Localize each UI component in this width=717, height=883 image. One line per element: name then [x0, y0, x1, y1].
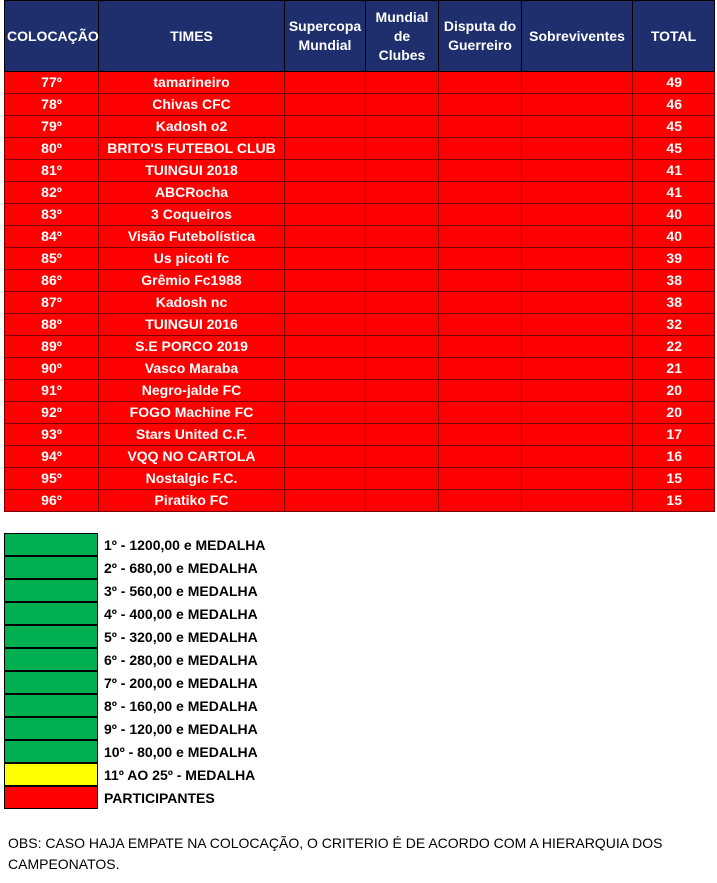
- total-cell: 17: [633, 424, 715, 446]
- header-supercopa-mundial: Supercopa Mundial: [285, 1, 366, 72]
- supercopa-mundial-cell: [285, 182, 366, 204]
- table-row: [5, 270, 715, 292]
- legend-swatch-green: [4, 625, 98, 648]
- table-row: [5, 94, 715, 116]
- supercopa-mundial-cell: [285, 490, 366, 512]
- legend-item: [4, 602, 424, 625]
- legend-label: 7º - 200,00 e MEDALHA: [104, 674, 258, 691]
- position-cell: 83º: [5, 204, 99, 226]
- legend-item: [4, 717, 424, 740]
- table-body: [5, 72, 715, 512]
- position-cell: 94º: [5, 446, 99, 468]
- team-name-cell: Us picoti fc: [99, 248, 285, 270]
- supercopa-mundial-cell: [285, 358, 366, 380]
- legend-swatch-yellow: [4, 763, 98, 786]
- supercopa-mundial-cell: [285, 94, 366, 116]
- disputa-do-guerreiro-cell: [439, 116, 522, 138]
- position-cell: 93º: [5, 424, 99, 446]
- total-cell: 15: [633, 490, 715, 512]
- supercopa-mundial-cell: [285, 248, 366, 270]
- total-cell: 45: [633, 138, 715, 160]
- mundial-de-clubes-cell: [366, 380, 439, 402]
- mundial-de-clubes-cell: [366, 248, 439, 270]
- sobreviventes-cell: [522, 204, 633, 226]
- header-times: TIMES: [99, 1, 285, 72]
- total-cell: 15: [633, 468, 715, 490]
- total-cell: 41: [633, 160, 715, 182]
- sobreviventes-cell: [522, 94, 633, 116]
- sobreviventes-cell: [522, 424, 633, 446]
- total-cell: 20: [633, 380, 715, 402]
- table-row: [5, 116, 715, 138]
- legend-swatch-red: [4, 786, 98, 809]
- total-cell: 32: [633, 314, 715, 336]
- legend-label: 10º - 80,00 e MEDALHA: [104, 743, 258, 760]
- mundial-de-clubes-cell: [366, 424, 439, 446]
- mundial-de-clubes-cell: [366, 292, 439, 314]
- legend-label: 9º - 120,00 e MEDALHA: [104, 720, 258, 737]
- legend-item: [4, 625, 424, 648]
- legend-label: 4º - 400,00 e MEDALHA: [104, 605, 258, 622]
- sobreviventes-cell: [522, 446, 633, 468]
- team-name-cell: BRITO'S FUTEBOL CLUB: [99, 138, 285, 160]
- legend-swatch-green: [4, 602, 98, 625]
- sobreviventes-cell: [522, 160, 633, 182]
- team-name-cell: Grêmio Fc1988: [99, 270, 285, 292]
- legend-label: 2º - 680,00 e MEDALHA: [104, 559, 258, 576]
- supercopa-mundial-cell: [285, 336, 366, 358]
- position-cell: 88º: [5, 314, 99, 336]
- sobreviventes-cell: [522, 226, 633, 248]
- total-cell: 38: [633, 292, 715, 314]
- disputa-do-guerreiro-cell: [439, 292, 522, 314]
- disputa-do-guerreiro-cell: [439, 424, 522, 446]
- table-row: [5, 314, 715, 336]
- position-cell: 87º: [5, 292, 99, 314]
- legend-label: 5º - 320,00 e MEDALHA: [104, 628, 258, 645]
- mundial-de-clubes-cell: [366, 358, 439, 380]
- position-cell: 89º: [5, 336, 99, 358]
- table-row: [5, 182, 715, 204]
- team-name-cell: S.E PORCO 2019: [99, 336, 285, 358]
- disputa-do-guerreiro-cell: [439, 336, 522, 358]
- table-row: [5, 292, 715, 314]
- disputa-do-guerreiro-cell: [439, 358, 522, 380]
- position-cell: 96º: [5, 490, 99, 512]
- team-name-cell: Kadosh nc: [99, 292, 285, 314]
- position-cell: 95º: [5, 468, 99, 490]
- disputa-do-guerreiro-cell: [439, 138, 522, 160]
- legend-label: 3º - 560,00 e MEDALHA: [104, 582, 258, 599]
- total-cell: 41: [633, 182, 715, 204]
- disputa-do-guerreiro-cell: [439, 402, 522, 424]
- sobreviventes-cell: [522, 72, 633, 94]
- team-name-cell: Visão Futebolística: [99, 226, 285, 248]
- disputa-do-guerreiro-cell: [439, 446, 522, 468]
- sobreviventes-cell: [522, 182, 633, 204]
- legend-item: [4, 786, 424, 809]
- total-cell: 39: [633, 248, 715, 270]
- position-cell: 77º: [5, 72, 99, 94]
- supercopa-mundial-cell: [285, 292, 366, 314]
- sobreviventes-cell: [522, 402, 633, 424]
- table-row: [5, 248, 715, 270]
- mundial-de-clubes-cell: [366, 182, 439, 204]
- sobreviventes-cell: [522, 336, 633, 358]
- mundial-de-clubes-cell: [366, 490, 439, 512]
- table-row: [5, 380, 715, 402]
- legend-swatch-green: [4, 556, 98, 579]
- disputa-do-guerreiro-cell: [439, 314, 522, 336]
- disputa-do-guerreiro-cell: [439, 160, 522, 182]
- sobreviventes-cell: [522, 116, 633, 138]
- table-row: [5, 72, 715, 94]
- team-name-cell: 3 Coqueiros: [99, 204, 285, 226]
- table-row: [5, 138, 715, 160]
- legend-item: [4, 763, 424, 786]
- header-mundial-de-clubes: Mundial de Clubes: [366, 1, 439, 72]
- legend-label: 11º AO 25º - MEDALHA: [104, 766, 256, 783]
- total-cell: 40: [633, 226, 715, 248]
- sobreviventes-cell: [522, 248, 633, 270]
- position-cell: 81º: [5, 160, 99, 182]
- disputa-do-guerreiro-cell: [439, 468, 522, 490]
- position-cell: 79º: [5, 116, 99, 138]
- position-cell: 78º: [5, 94, 99, 116]
- supercopa-mundial-cell: [285, 204, 366, 226]
- mundial-de-clubes-cell: [366, 336, 439, 358]
- legend-item: [4, 648, 424, 671]
- mundial-de-clubes-cell: [366, 468, 439, 490]
- legend-swatch-green: [4, 671, 98, 694]
- position-cell: 92º: [5, 402, 99, 424]
- team-name-cell: Nostalgic F.C.: [99, 468, 285, 490]
- prize-legend: [4, 533, 424, 809]
- mundial-de-clubes-cell: [366, 402, 439, 424]
- legend-item: [4, 694, 424, 717]
- sobreviventes-cell: [522, 358, 633, 380]
- legend-item: [4, 533, 424, 556]
- legend-label: 6º - 280,00 e MEDALHA: [104, 651, 258, 668]
- supercopa-mundial-cell: [285, 446, 366, 468]
- header-sobreviventes: Sobreviventes: [522, 1, 633, 72]
- table-row: [5, 424, 715, 446]
- sobreviventes-cell: [522, 292, 633, 314]
- mundial-de-clubes-cell: [366, 138, 439, 160]
- disputa-do-guerreiro-cell: [439, 380, 522, 402]
- legend-swatch-green: [4, 717, 98, 740]
- total-cell: 20: [633, 402, 715, 424]
- legend-label: 1º - 1200,00 e MEDALHA: [104, 536, 266, 553]
- sobreviventes-cell: [522, 138, 633, 160]
- table-row: [5, 468, 715, 490]
- total-cell: 38: [633, 270, 715, 292]
- header-disputa-do-guerreiro: Disputa do Guerreiro: [439, 1, 522, 72]
- mundial-de-clubes-cell: [366, 270, 439, 292]
- position-cell: 84º: [5, 226, 99, 248]
- position-cell: 90º: [5, 358, 99, 380]
- mundial-de-clubes-cell: [366, 94, 439, 116]
- legend-item: [4, 556, 424, 579]
- team-name-cell: Stars United C.F.: [99, 424, 285, 446]
- legend-swatch-green: [4, 533, 98, 556]
- disputa-do-guerreiro-cell: [439, 94, 522, 116]
- team-name-cell: Piratiko FC: [99, 490, 285, 512]
- team-name-cell: Negro-jalde FC: [99, 380, 285, 402]
- team-name-cell: tamarineiro: [99, 72, 285, 94]
- mundial-de-clubes-cell: [366, 116, 439, 138]
- legend-swatch-green: [4, 740, 98, 763]
- sobreviventes-cell: [522, 490, 633, 512]
- supercopa-mundial-cell: [285, 138, 366, 160]
- disputa-do-guerreiro-cell: [439, 270, 522, 292]
- supercopa-mundial-cell: [285, 116, 366, 138]
- table-header-row: [5, 1, 715, 72]
- position-cell: 86º: [5, 270, 99, 292]
- total-cell: 40: [633, 204, 715, 226]
- mundial-de-clubes-cell: [366, 204, 439, 226]
- supercopa-mundial-cell: [285, 72, 366, 94]
- ranking-table: [4, 0, 715, 512]
- position-cell: 82º: [5, 182, 99, 204]
- position-cell: 91º: [5, 380, 99, 402]
- mundial-de-clubes-cell: [366, 72, 439, 94]
- team-name-cell: TUINGUI 2018: [99, 160, 285, 182]
- mundial-de-clubes-cell: [366, 314, 439, 336]
- observation-note: OBS: CASO HAJA EMPATE NA COLOCAÇÃO, O CRITERIO É DE ACORDO COM A HIERARQUIA DOS CAMPEONATOS.: [8, 835, 663, 872]
- sobreviventes-cell: [522, 314, 633, 336]
- sobreviventes-cell: [522, 270, 633, 292]
- legend-item: [4, 671, 424, 694]
- supercopa-mundial-cell: [285, 380, 366, 402]
- legend-item: [4, 579, 424, 602]
- disputa-do-guerreiro-cell: [439, 72, 522, 94]
- mundial-de-clubes-cell: [366, 446, 439, 468]
- team-name-cell: TUINGUI 2016: [99, 314, 285, 336]
- supercopa-mundial-cell: [285, 402, 366, 424]
- legend-swatch-green: [4, 694, 98, 717]
- table-row: [5, 490, 715, 512]
- supercopa-mundial-cell: [285, 270, 366, 292]
- team-name-cell: ABCRocha: [99, 182, 285, 204]
- table-row: [5, 160, 715, 182]
- header-total: TOTAL: [633, 1, 715, 72]
- table-row: [5, 358, 715, 380]
- mundial-de-clubes-cell: [366, 160, 439, 182]
- supercopa-mundial-cell: [285, 226, 366, 248]
- disputa-do-guerreiro-cell: [439, 226, 522, 248]
- position-cell: 80º: [5, 138, 99, 160]
- table-row: [5, 336, 715, 358]
- table-row: [5, 402, 715, 424]
- position-cell: 85º: [5, 248, 99, 270]
- sobreviventes-cell: [522, 380, 633, 402]
- legend-item: [4, 740, 424, 763]
- team-name-cell: VQQ NO CARTOLA: [99, 446, 285, 468]
- total-cell: 16: [633, 446, 715, 468]
- supercopa-mundial-cell: [285, 314, 366, 336]
- total-cell: 22: [633, 336, 715, 358]
- mundial-de-clubes-cell: [366, 226, 439, 248]
- supercopa-mundial-cell: [285, 424, 366, 446]
- team-name-cell: Kadosh o2: [99, 116, 285, 138]
- legend-label: PARTICIPANTES: [104, 789, 215, 806]
- total-cell: 45: [633, 116, 715, 138]
- total-cell: 49: [633, 72, 715, 94]
- total-cell: 21: [633, 358, 715, 380]
- legend-swatch-green: [4, 648, 98, 671]
- team-name-cell: Chivas CFC: [99, 94, 285, 116]
- team-name-cell: Vasco Maraba: [99, 358, 285, 380]
- legend-swatch-green: [4, 579, 98, 602]
- sobreviventes-cell: [522, 468, 633, 490]
- table-row: [5, 446, 715, 468]
- disputa-do-guerreiro-cell: [439, 490, 522, 512]
- team-name-cell: FOGO Machine FC: [99, 402, 285, 424]
- legend-label: 8º - 160,00 e MEDALHA: [104, 697, 258, 714]
- supercopa-mundial-cell: [285, 160, 366, 182]
- disputa-do-guerreiro-cell: [439, 204, 522, 226]
- supercopa-mundial-cell: [285, 468, 366, 490]
- header-colocacao: COLOCAÇÃO: [5, 1, 99, 72]
- disputa-do-guerreiro-cell: [439, 182, 522, 204]
- table-row: [5, 204, 715, 226]
- disputa-do-guerreiro-cell: [439, 248, 522, 270]
- table-row: [5, 226, 715, 248]
- total-cell: 46: [633, 94, 715, 116]
